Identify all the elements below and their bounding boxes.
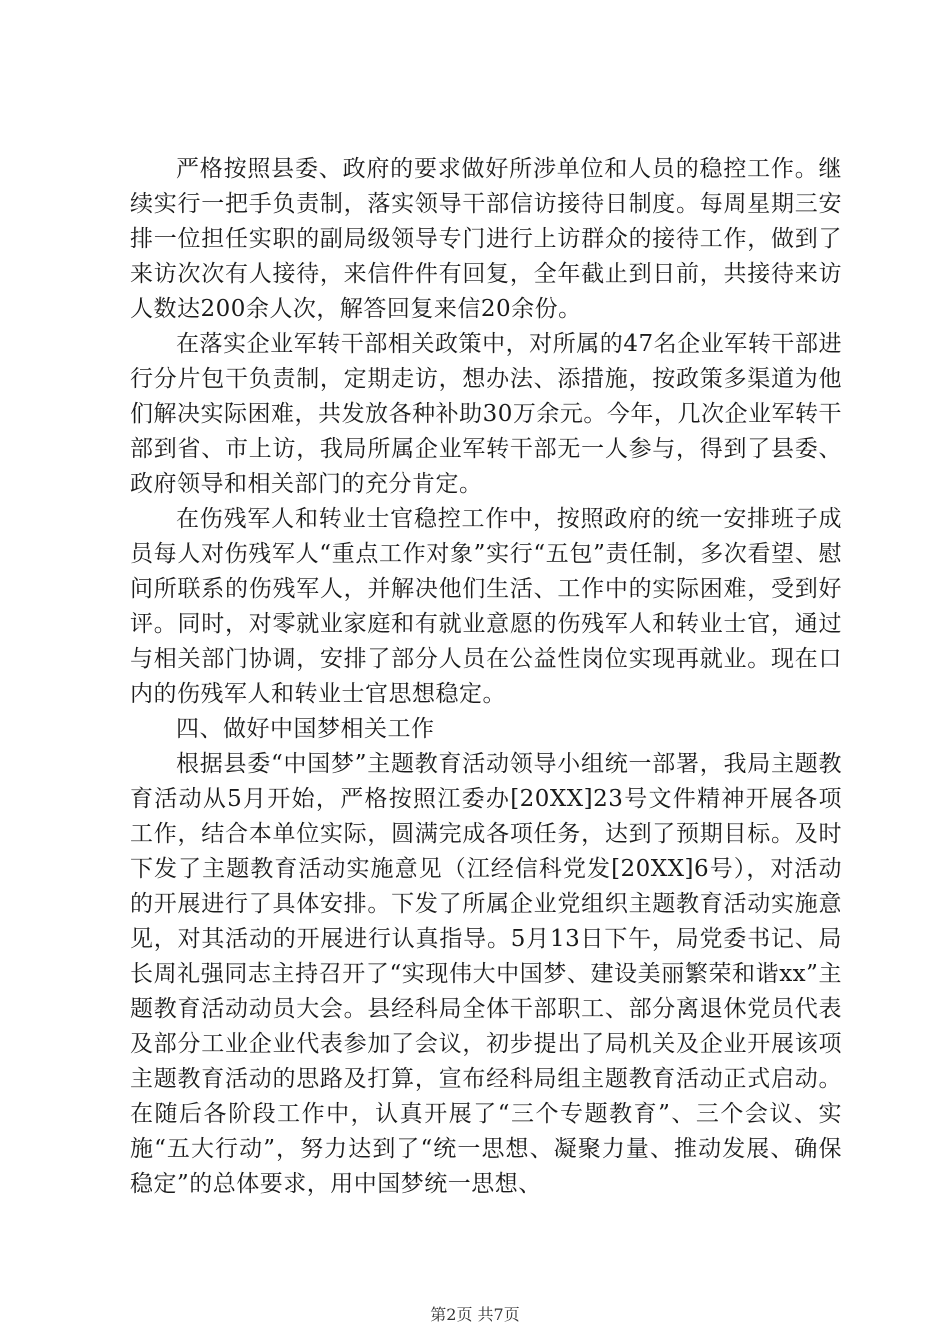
- paragraph-military-cadres: 在落实企业军转干部相关政策中，对所属的47名企业军转干部进行分片包干负责制，定期走访，想办法、添措施，按政策多渠道为他们解决实际困难，共发放各种补助30万余元。今年，几次企业军转干部到省、市上访，我局所属企业军转干部无一人参与，得到了县委、政府领导和相关部门的充分肯定。: [130, 331, 842, 497]
- section-heading-chinese-dream: 四、做好中国梦相关工作: [176, 716, 435, 742]
- page-number-footer: 第2页 共7页: [430, 1305, 520, 1324]
- document-body: [130, 152, 842, 1202]
- paragraph-stability-control: 严格按照县委、政府的要求做好所涉单位和人员的稳控工作。继续实行一把手负责制，落实领导干部信访接待日制度。每周星期三安排一位担任实职的副局级领导专门进行上访群众的接待工作，做到了来访次次有人接待，来信件件有回复，全年截止到日前，共接待来访人数达200余人次，解答回复来信20余份。: [130, 156, 842, 322]
- paragraph-chinese-dream-education: 根据县委“中国梦”主题教育活动领导小组统一部署，我局主题教育活动从5月开始，严格按照江委办[20XX]23号文件精神开展各项工作，结合本单位实际，圆满完成各项任务，达到了预期目标。及时下发了主题教育活动实施意见（江经信科党发[20XX]6号），对活动的开展进行了具体安排。下发了所属企业党组织主题教育活动实施意见，对其活动的开展进行认真指导。5月13日下午，局党委书记、局长周礼强同志主持召开了“实现伟大中国梦、建设美丽繁荣和谐xx”主题教育活动动员大会。县经科局全体干部职工、部分离退休党员代表及部分工业企业代表参加了会议，初步提出了局机关及企业开展该项主题教育活动的思路及打算，宣布经科局组主题教育活动正式启动。在随后各阶段工作中，认真开展了“三个专题教育”、三个会议、实施“五大行动”，努力达到了“统一思想、凝聚力量、推动发展、确保稳定”的总体要求，用中国梦统一思想、: [130, 751, 842, 1197]
- paragraph-disabled-veterans: 在伤残军人和转业士官稳控工作中，按照政府的统一安排班子成员每人对伤残军人“重点工作对象”实行“五包”责任制，多次看望、慰问所联系的伤残军人，并解决他们生活、工作中的实际困难，受到好评。同时，对零就业家庭和有就业意愿的伤残军人和转业士官，通过与相关部门协调，安排了部分人员在公益性岗位实现再就业。现在口内的伤残军人和转业士官思想稳定。: [130, 506, 842, 707]
